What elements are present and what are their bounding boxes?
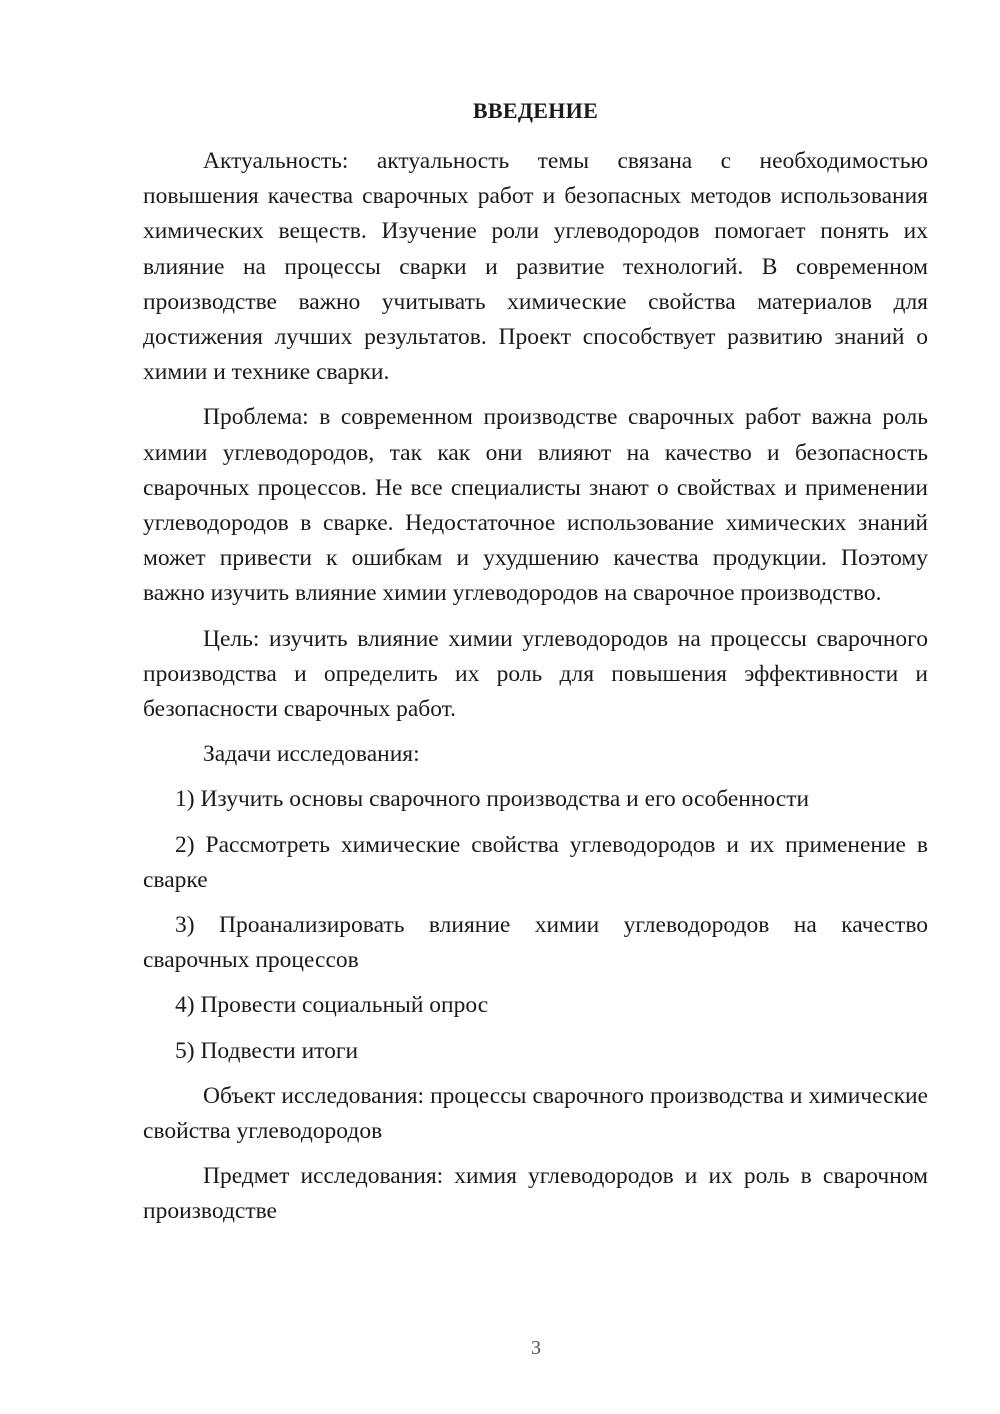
task-item-5: 5) Подвести итоги (175, 1037, 359, 1064)
page-number: 3 (531, 1337, 541, 1359)
paragraph-relevance: Актуальность: актуальность темы связана с необходимостью повышения качества сварочных работ и безопасных методов использования химических веществ. Изучение роли углеводородов помогает понять их влияние на процессы сварки и развитие технологий. В современном производстве важно учитывать химические свойства материалов для достижения лучших результатов. Проект способствует развитию знаний о химии и технике сварки. (143, 148, 928, 386)
task-item-3: 3) Проанализировать влияние химии углеводородов на качество сварочных процессов (143, 912, 928, 974)
task-item-2: 2) Рассмотреть химические свойства углеводородов и их применение в сварке (143, 831, 928, 893)
page-content (143, 96, 928, 1240)
paragraph-tasks-heading: Задачи исследования: (203, 741, 420, 768)
paragraph-research-object: Объект исследования: процессы сварочного производства и химические свойства углеводородов (143, 1082, 928, 1145)
task-item-4: 4) Провести социальный опрос (175, 992, 489, 1019)
paragraph-research-subject: Предмет исследования: химия углеводородов и их роль в сварочном производстве (143, 1163, 928, 1225)
paragraph-goal: Цель: изучить влияние химии углеводородов на процессы сварочного производства и определить их роль для повышения эффективности и безопасности сварочных работ. (143, 625, 928, 723)
paragraph-problem: Проблема: в современном производстве сварочных работ важна роль химии углеводородов, так как они влияют на качество и безопасность сварочных процессов. Не все специалисты знают о свойствах и применении углеводородов в сварке. Недостаточное использование химических знаний может привести к ошибкам и ухудшению качества продукции. Поэтому важно изучить влияние химии углеводородов на сварочное производство. (143, 404, 928, 607)
section-title: ВВЕДЕНИЕ (472, 98, 599, 123)
task-item-1: 1) Изучить основы сварочного производства и его особенности (175, 786, 810, 813)
